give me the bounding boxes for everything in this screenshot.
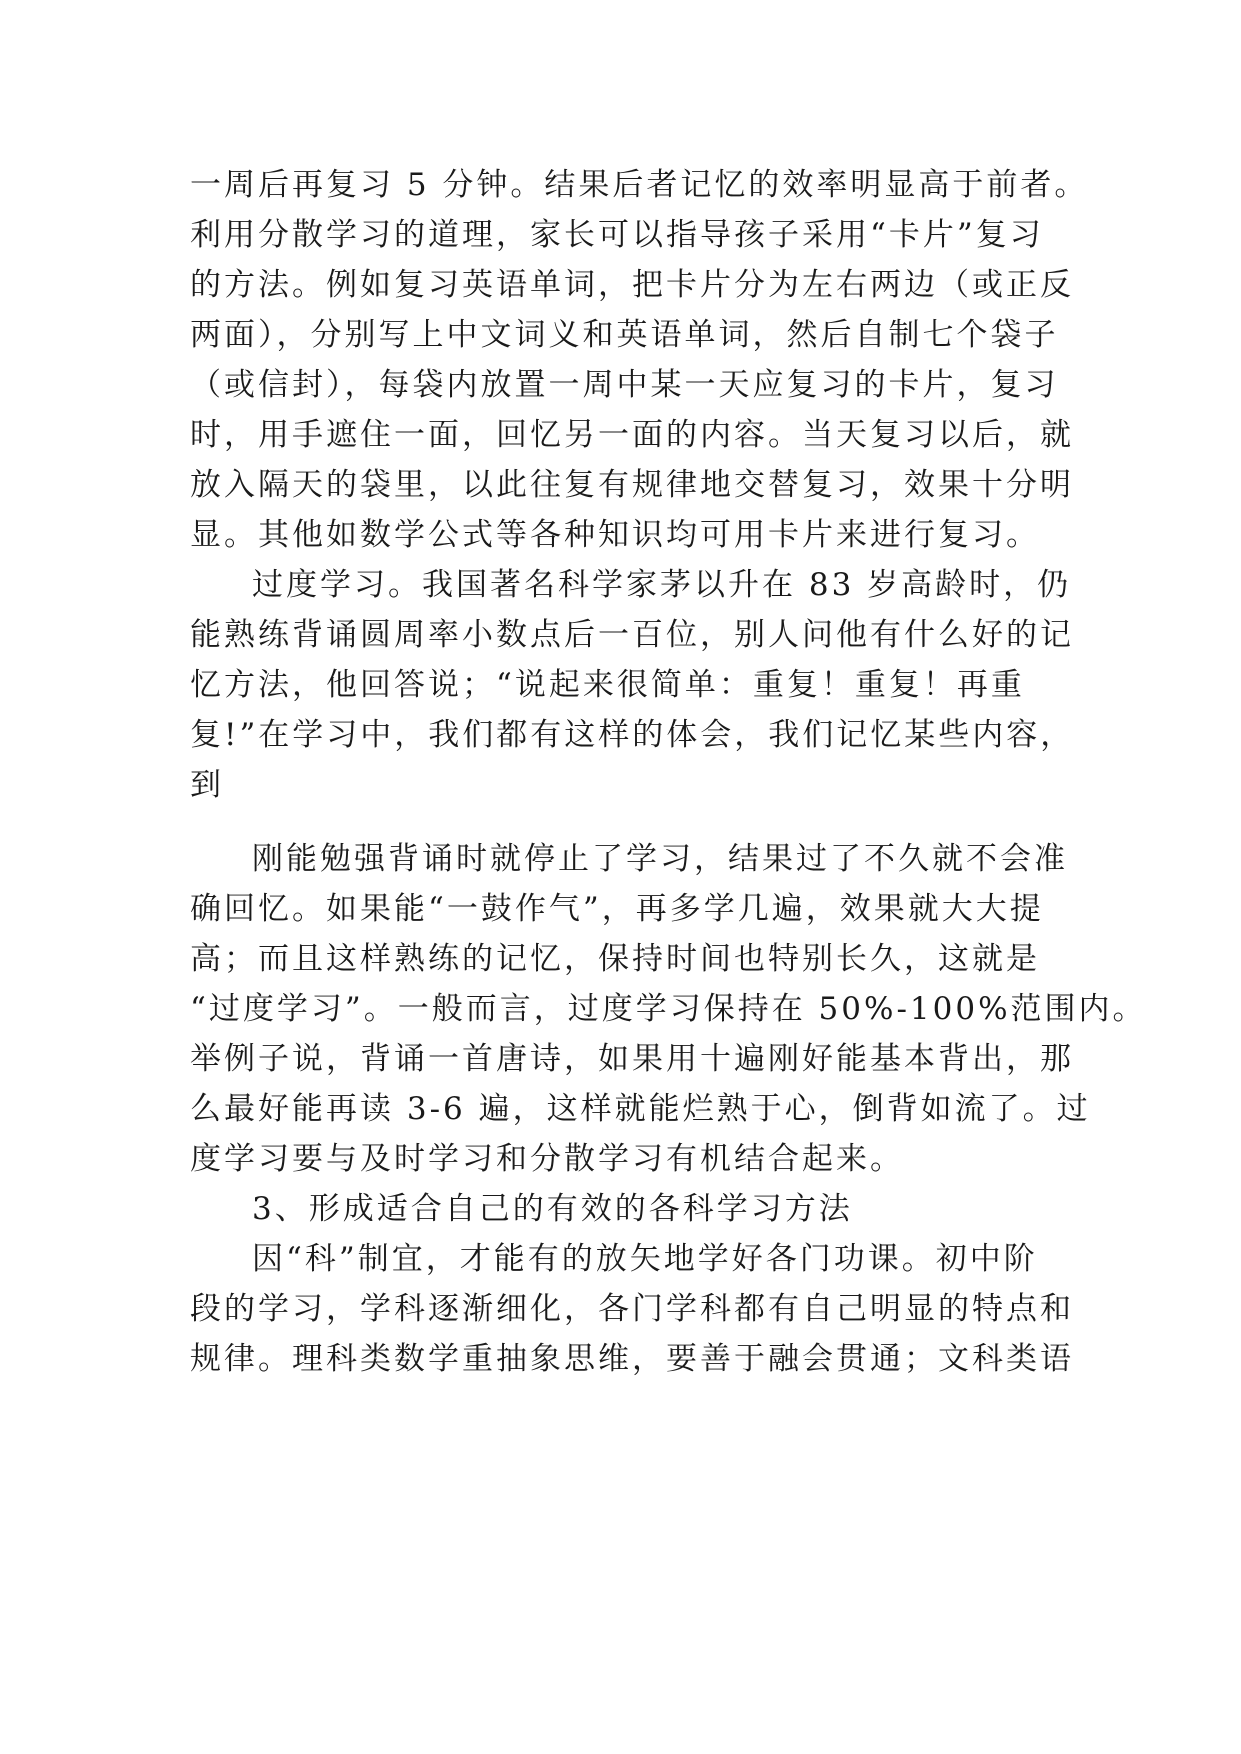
text-line: 忆方法，他回答说；“说起来很简单：重复！重复！再重 [190, 667, 1025, 703]
text-line: “过度学习”。一般而言，过度学习保持在 50%-100%范围内。 [190, 991, 1147, 1027]
text-line: 刚能勉强背诵时就停止了学习，结果过了不久就不会准 [252, 841, 1068, 877]
text-line: 一周后再复习 5 分钟。结果后者记忆的效率明显高于前者。 [190, 167, 1089, 203]
text-line: 规律。理科类数学重抽象思维，要善于融会贯通；文科类语 [190, 1341, 1074, 1377]
text-line: 利用分散学习的道理，家长可以指导孩子采用“卡片”复习 [190, 217, 1044, 253]
text-line: 高；而且这样熟练的记忆，保持时间也特别长久，这就是 [190, 941, 1040, 977]
text-line: 段的学习，学科逐渐细化，各门学科都有自己明显的特点和 [190, 1291, 1074, 1327]
text-line: 能熟练背诵圆周率小数点后一百位，别人问他有什么好的记 [190, 617, 1074, 653]
text-line: 确回忆。如果能“一鼓作气”，再多学几遍，效果就大大提 [190, 891, 1044, 927]
text-line: 显。其他如数学公式等各种知识均可用卡片来进行复习。 [190, 517, 1040, 553]
text-line: 么最好能再读 3-6 遍，这样就能烂熟于心，倒背如流了。过 [190, 1091, 1091, 1127]
text-line: 度学习要与及时学习和分散学习有机结合起来。 [190, 1141, 904, 1177]
text-line: 复!”在学习中，我们都有这样的体会，我们记忆某些内容， [190, 717, 1075, 753]
text-line: 举例子说，背诵一首唐诗，如果用十遍刚好能基本背出，那 [190, 1041, 1074, 1077]
text-line: 两面），分别写上中文词义和英语单词，然后自制七个袋子 [190, 317, 1059, 353]
text-line: 时，用手遮住一面，回忆另一面的内容。当天复习以后，就 [190, 417, 1074, 453]
text-line: （或信封），每袋内放置一周中某一天应复习的卡片，复习 [190, 367, 1059, 403]
text-line: 放入隔天的袋里，以此往复有规律地交替复习，效果十分明 [190, 467, 1074, 503]
text-line: 因“科”制宜，才能有的放矢地学好各门功课。初中阶 [252, 1241, 1038, 1277]
text-line: 过度学习。我国著名科学家茅以升在 83 岁高龄时，仍 [252, 567, 1072, 603]
text-line: 3、形成适合自己的有效的各科学习方法 [252, 1191, 853, 1227]
text-line: 到 [190, 767, 224, 803]
document-body [190, 160, 1147, 1384]
text-line: 的方法。例如复习英语单词，把卡片分为左右两边（或正反 [190, 267, 1074, 303]
